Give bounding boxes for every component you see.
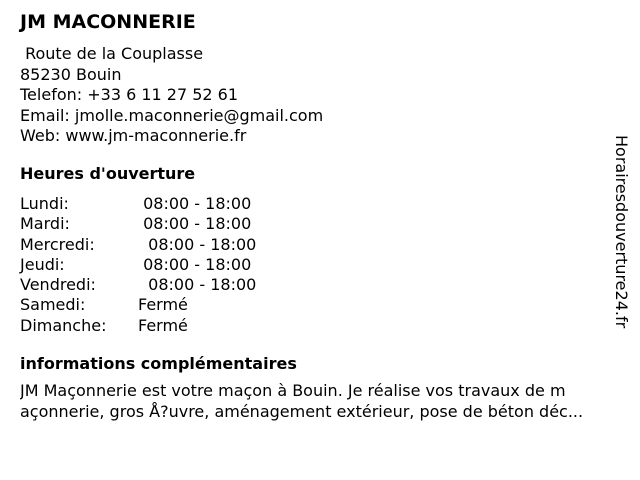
- info-heading: informations complémentaires: [20, 354, 297, 373]
- hours-row: [20, 194, 256, 214]
- hours-row: [20, 235, 256, 255]
- info-text: [20, 381, 632, 422]
- contact-block: [20, 44, 323, 147]
- hours-row: [20, 316, 256, 336]
- day-hours: 08:00 - 18:00: [138, 234, 257, 254]
- day-label: Vendredi:: [20, 275, 96, 295]
- street-address: Route de la Couplasse: [20, 44, 204, 63]
- hours-row: [20, 295, 256, 315]
- day-label: Jeudi:: [20, 254, 65, 274]
- day-label: Mardi:: [20, 214, 70, 234]
- day-label: Samedi:: [20, 295, 86, 315]
- website: Web: www.jm-maconnerie.fr: [20, 126, 247, 145]
- hours-table: [20, 194, 256, 336]
- day-hours: Fermé: [138, 295, 188, 315]
- hours-row: [20, 214, 256, 234]
- day-hours: Fermé: [138, 315, 188, 335]
- info-line: JM Maçonnerie est votre maçon à Bouin. Je réalise vos travaux de m: [20, 381, 566, 400]
- hours-row: [20, 255, 256, 275]
- day-hours: 08:00 - 18:00: [138, 214, 252, 234]
- postal-city: 85230 Bouin: [20, 64, 122, 84]
- hours-row: [20, 275, 256, 295]
- day-hours: 08:00 - 18:00: [138, 254, 252, 274]
- info-line: açonnerie, gros Å?uvre, aménagement extérieur, pose de béton déc...: [20, 401, 584, 421]
- day-label: Lundi:: [20, 194, 69, 213]
- hours-heading: Heures d'ouverture: [20, 164, 196, 183]
- watermark-text: Horairesdouverture24.fr: [612, 135, 631, 329]
- day-hours: 08:00 - 18:00: [138, 194, 252, 213]
- day-hours: 08:00 - 18:00: [138, 275, 257, 295]
- phone-number: Telefon: +33 6 11 27 52 61: [20, 85, 239, 104]
- email-address: Email: jmolle.maconnerie@gmail.com: [20, 105, 324, 125]
- business-name: JM MACONNERIE: [20, 11, 196, 33]
- day-label: Dimanche:: [20, 315, 107, 335]
- day-label: Mercredi:: [20, 234, 95, 254]
